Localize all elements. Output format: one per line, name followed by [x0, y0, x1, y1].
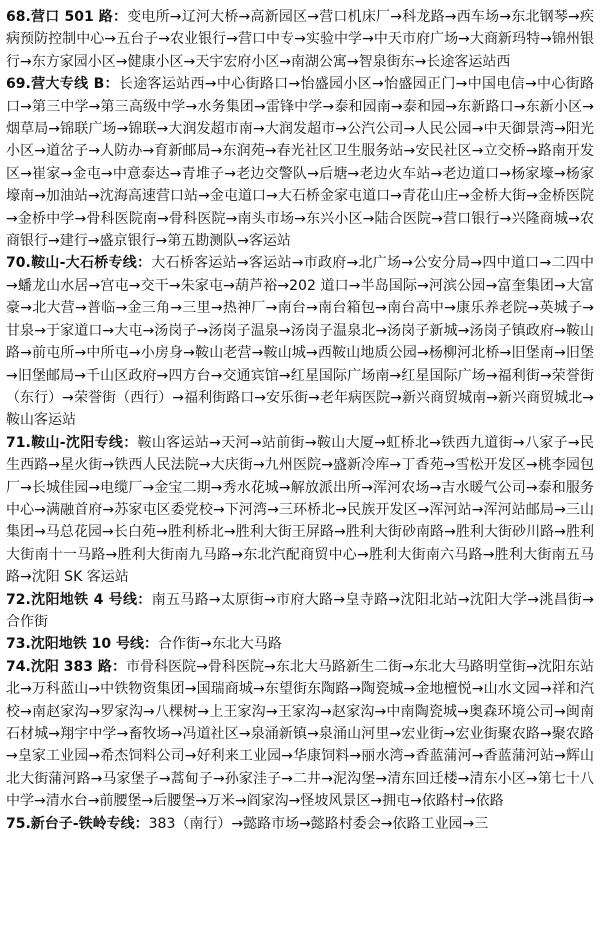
route-entry-69: [6, 73, 594, 252]
route-stops: 合作街→东北大马路: [158, 636, 282, 653]
route-stops: 变电所→辽河大桥→高新园区→营口机床厂→科龙路→西车场→东北钢琴→疾病预防控制中心→五台子→农业银行→营口中专→实验中学→中天市府广场→大商新玛特→锦州银行→东方家园小区→健康小区→天宇宏府小区→南湖公寓→智泉街东→长途客运站西: [6, 9, 594, 70]
route-title: 70.鞍山-大石桥专线：: [6, 255, 152, 272]
route-title: 74.沈阳 383 路：: [6, 658, 126, 675]
route-title: 73.沈阳地铁 10 号线：: [6, 636, 159, 653]
route-entry-73: [6, 633, 594, 655]
route-entry-68: [6, 6, 594, 73]
route-stops: 市骨科医院→骨科医院→东北大马路新生二街→东北大马路明堂街→沈阳东站北→万科蓝山→中铁物资集团→国瑞商城→东望街东陶路→陶瓷城→金地檀悦→山水文园→祥和汽校→南赵家沟→罗家沟→八棵树→上王家沟→王家沟→赵家沟→中南陶瓷城→奥森环境公司→闽南石材城→翔宇中学→畜牧场→冯道社区→泉涌新镇→泉涌山河里→宏业街→宏业街聚农路→聚农路→皇家工业园→希杰饲料公司→好利来工业园→华康饲料→丽水湾→香蓝蒲河→香蓝蒲河站→辉山北大街蒲河路→马家堡子→蒿甸子→孙家洼子→二井→泥沟堡→清东回迁楼→清东小区→第七十八中学→清水台→前腰堡→后腰堡→万米→阎家沟→怪坡风景区→拥屯→依路村→依路: [6, 658, 594, 810]
route-stops: 大石桥客运站→客运站→市政府→北广场→公安分局→四中道口→二四中→蟠龙山水居→宫屯→交干→朱家屯→葫芦裕→202 道口→半岛国际→河滨公园→富奎集团→大富豪→北大营→普临→金三角→三里→热神厂→南台→南台箱包→南台高中→康乐养老院→英城子→甘泉→于家道口→大屯→汤岗子→汤岗子温泉→汤岗子温泉北→汤岗子新城→汤岗子镇政府→鞍山路→前屯所→中所屯→小房身→鞍山老营→鞍山城→西鞍山地质公园→杨柳河北桥→旧堡南→旧堡→旧堡邮局→千山区政府→四方台→交通宾馆→红星国际广场南→红星国际广场→福利街→荣誉街（东行）→荣誉街（西行）→福利街路口→安乐街→老年病医院→新兴商贸城南→新兴商贸城北→鞍山客运站: [6, 255, 594, 429]
route-stops: 鞍山客运站→天河→站前街→鞍山大厦→虹桥北→铁西九道街→八家子→民生西路→星火街→铁西人民法院→大庆街→九州医院→盛新冷库→丁香苑→雪松开发区→桃李园包厂→长城佳园→电缆厂→金宝二期→秀水花城→解放派出所→浑河农场→吉水暖气公司→泰和服务中心→满融首府→苏家屯区委党校→下河湾→三环桥北→民族开发区→浑河站→浑河站邮局→三山集团→马总花园→长白苑→胜利桥北→胜利大街王屏路→胜利大街砂南路→胜利大街砂川路→胜利大街南十一马路→胜利大街南九马路→东北汽配商贸中心→胜利大街南六马路→胜利大街南五马路→沈阳 SK 客运站: [6, 434, 594, 586]
route-stops: 南五马路→太原街→市府大路→皇寺路→沈阳北站→沈阳大学→洮昌街→合作街: [6, 591, 594, 630]
route-entry-75: [6, 813, 594, 835]
route-stops: 长途客运站西→中心街路口→怡盛园小区→怡盛园正门→中国电信→中心街路口→第三中学→第三高级中学→水务集团→雷锋中学→泰和园南→泰和园→东新路口→东新小区→烟草局→锦联广场→锦联→大润发超市南→大润发超市→公汽公司→人民公园→中天御景湾→阳光小区→道岔子→人防办→育新邮局→东润苑→春光社区卫生服务站→安民社区→立交桥→路南开发区→崔家→金屯→中意泰达→青堆子→老边交警队→后塘→老边火车站→老边道口→杨家壕→杨家壕南→加油站→沈海高速营口站→金屯道口→大石桥金家屯道口→青花山庄→金桥大街→金桥医院→金桥中学→骨科医院南→骨科医院→南头市场→东兴小区→陆合医院→营口银行→兴隆商城→农商银行→建行→盛京银行→第五勘测队→客运站: [6, 76, 594, 250]
route-entry-72: [6, 589, 594, 634]
route-title: 72.沈阳地铁 4 号线：: [6, 591, 152, 608]
route-entry-70: [6, 252, 594, 431]
route-stops: 383（南行）→懿路市场→懿路村委会→依路工业园→三: [148, 815, 489, 832]
route-title: 71.鞍山-沈阳专线：: [6, 434, 138, 451]
route-entry-71: [6, 432, 594, 589]
route-title: 69.营大专线 B：: [6, 76, 119, 93]
route-title: 75.新台子-铁岭专线：: [6, 815, 149, 832]
route-entry-74: [6, 656, 594, 813]
route-title: 68.营口 501 路：: [6, 9, 128, 25]
